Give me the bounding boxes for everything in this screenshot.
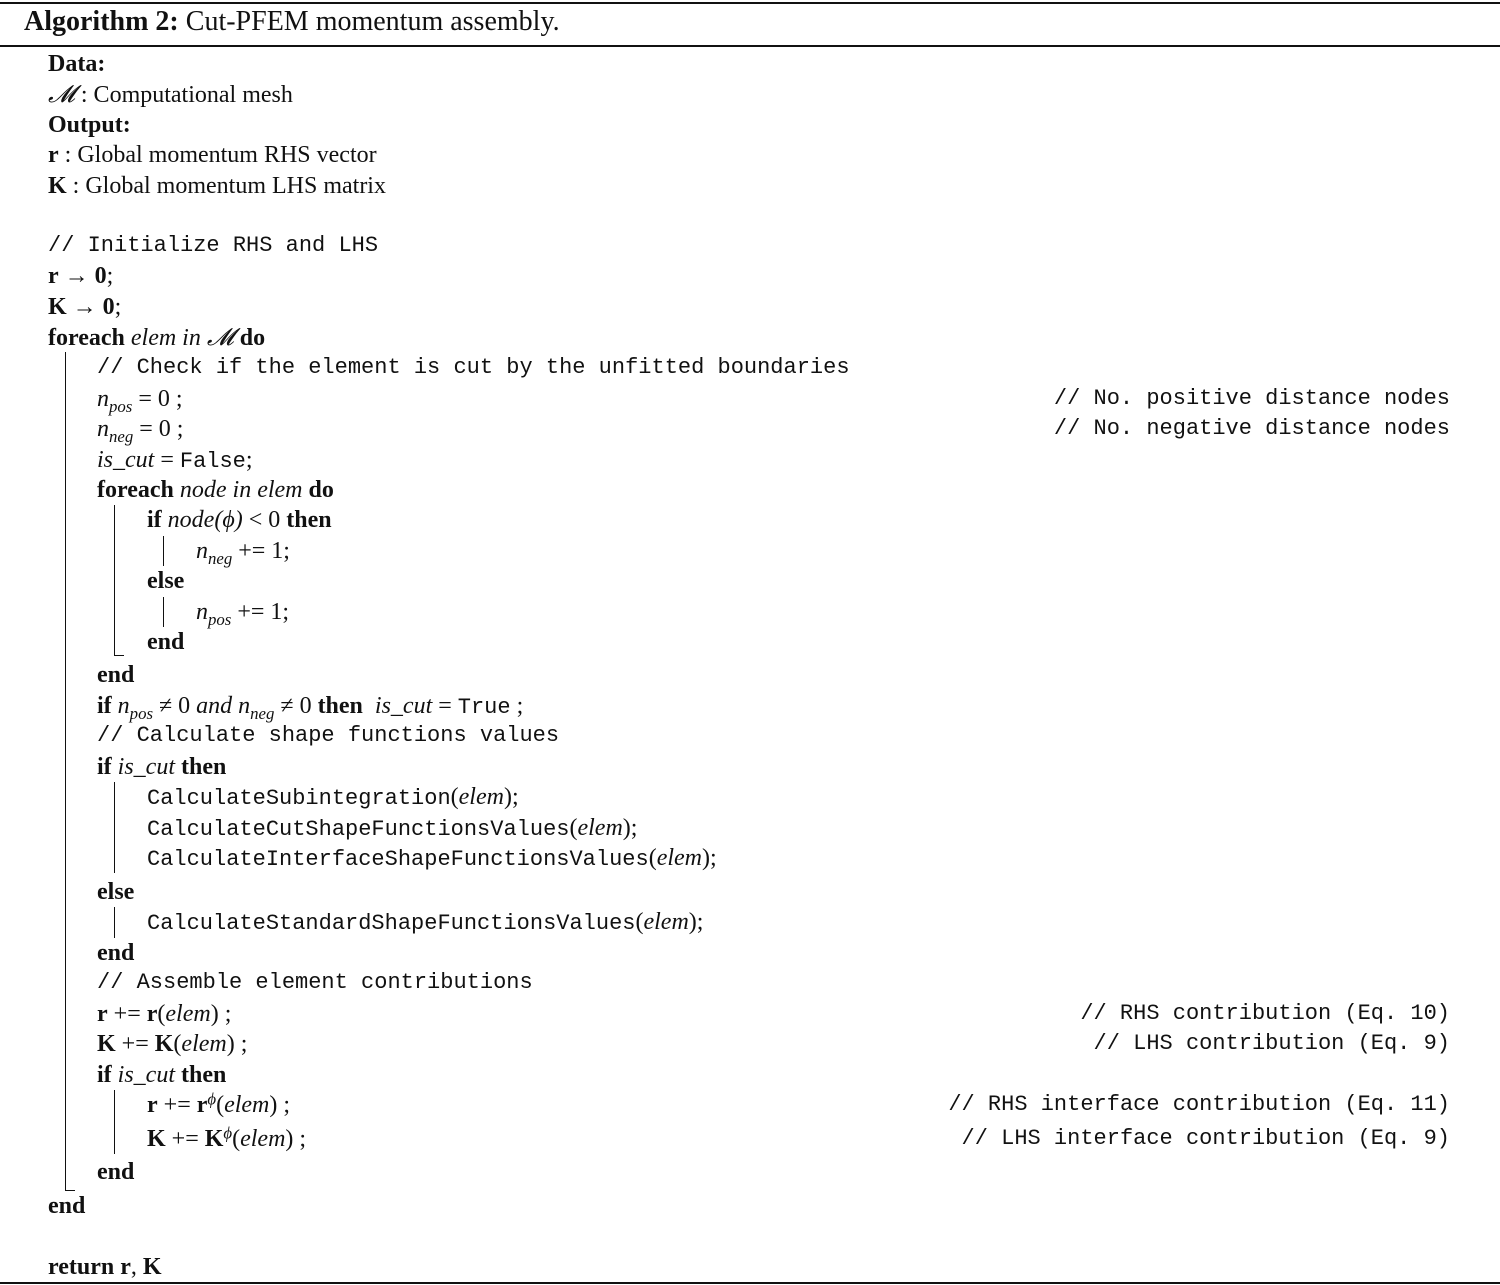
- plus-equals: +=: [165, 1126, 205, 1152]
- neg-subscript: neg: [208, 548, 233, 568]
- neg-subscript: neg: [250, 703, 275, 723]
- mesh-symbol: 𝓜: [48, 80, 75, 108]
- k-symbol: K: [204, 1126, 224, 1152]
- r-symbol: r: [147, 1092, 158, 1118]
- node-loop-variable: node in elem: [179, 477, 303, 503]
- zero: 0: [102, 294, 115, 320]
- k-symbol: K: [97, 1031, 116, 1057]
- algorithm-title: [24, 6, 560, 38]
- title-rule: [0, 45, 1500, 47]
- mesh-definition: [48, 80, 293, 109]
- open-paren: (: [569, 815, 578, 841]
- foreach-keyword: foreach: [97, 477, 174, 503]
- n-symbol: n: [238, 693, 251, 719]
- bottom-rule: [0, 1282, 1500, 1284]
- calc-interface-shape-call: [147, 844, 717, 874]
- calc-subintegration-call: [147, 783, 519, 813]
- nneg-increment: [196, 537, 290, 568]
- end-if-keyword: end: [147, 629, 185, 655]
- return-keyword: return: [48, 1254, 115, 1280]
- algorithm-caption: Cut-PFEM momentum assembly.: [185, 6, 560, 37]
- else-keyword: else: [97, 879, 135, 905]
- if-node-phi-line: [147, 506, 332, 534]
- assign-zero: = 0 ;: [133, 416, 184, 442]
- k-symbol: K: [48, 173, 67, 199]
- plus-equals: +=: [107, 1001, 147, 1027]
- is-cut-init-line: [97, 446, 253, 476]
- r-symbol: r: [146, 1001, 158, 1027]
- is-cut-variable: is_cut: [97, 447, 155, 473]
- k-symbol: K: [154, 1031, 174, 1057]
- assign-zero: = 0 ;: [132, 386, 183, 412]
- npos-increment: [196, 598, 290, 629]
- then-keyword: then: [317, 693, 363, 719]
- nneg-init-line: [97, 415, 184, 446]
- algorithm-label: Algorithm 2:: [24, 6, 179, 37]
- k-symbol: K: [147, 1126, 166, 1152]
- function-name: CalculateStandardShapeFunctionsValues: [147, 911, 636, 936]
- k-symbol: K: [142, 1254, 162, 1280]
- output-keyword: Output:: [48, 112, 131, 138]
- if-keyword: if: [97, 754, 112, 780]
- if-keyword: if: [97, 1062, 112, 1088]
- arrow: →: [66, 294, 103, 320]
- calc-cut-shape-call: [147, 814, 637, 844]
- elem-argument: elem: [643, 909, 689, 935]
- not-equal-zero: ≠ 0: [152, 693, 197, 719]
- close-paren: ) ;: [226, 1031, 248, 1057]
- end-if-keyword: end: [97, 1159, 135, 1185]
- semicolon: ;: [114, 294, 122, 320]
- is-cut-variable: is_cut: [117, 1062, 175, 1088]
- top-rule: [0, 2, 1500, 4]
- close-paren: ) ;: [269, 1092, 291, 1118]
- neg-subscript: neg: [109, 426, 134, 446]
- end-foreach-elem-keyword: end: [48, 1193, 86, 1219]
- elem-argument: elem: [656, 845, 702, 871]
- n-symbol: n: [97, 386, 109, 412]
- close-paren: );: [503, 784, 519, 810]
- k-symbol: K: [48, 294, 67, 320]
- n-symbol: n: [196, 538, 208, 564]
- foreach-elem-line: [48, 323, 265, 352]
- phi-superscript: ϕ: [223, 1123, 233, 1143]
- zero: 0: [94, 263, 107, 289]
- function-name: CalculateSubintegration: [147, 786, 451, 811]
- node-loop-bar: [114, 505, 115, 655]
- elem-argument: elem: [224, 1092, 270, 1118]
- else-keyword: else: [147, 568, 185, 594]
- init-r-line: [48, 262, 113, 290]
- std-branch-bar: [114, 907, 115, 938]
- calc-standard-shape-call: [147, 908, 703, 938]
- mesh-description: : Computational mesh: [74, 82, 293, 108]
- pos-subscript: pos: [129, 703, 153, 723]
- if-branch-bar: [163, 536, 164, 566]
- plus-equals: +=: [115, 1031, 155, 1057]
- less-than-zero: < 0: [242, 507, 281, 533]
- foreach-node-line: [97, 476, 334, 504]
- r-definition: [48, 141, 377, 169]
- if-keyword: if: [97, 693, 112, 719]
- elem-argument: elem: [577, 815, 623, 841]
- if-is-cut-line: [97, 753, 226, 781]
- n-symbol: n: [117, 693, 130, 719]
- rhs-interface-comment: // RHS interface contribution (Eq. 11): [948, 1092, 1450, 1117]
- end-if-keyword: end: [97, 940, 135, 966]
- r-symbol: r: [97, 1001, 108, 1027]
- increment: += 1;: [231, 599, 290, 625]
- increment: += 1;: [232, 538, 290, 564]
- rhs-assembly-line: [97, 1000, 231, 1028]
- rhs-comment: // RHS contribution (Eq. 10): [1080, 1001, 1450, 1026]
- elem-argument: elem: [181, 1031, 227, 1057]
- node-loop-tick: [114, 655, 124, 656]
- close-paren: );: [622, 815, 638, 841]
- open-paren: (: [157, 1001, 166, 1027]
- loop-variable: elem in: [130, 325, 201, 351]
- r-description: : Global momentum RHS vector: [58, 142, 377, 168]
- then-keyword: then: [286, 507, 332, 533]
- false-literal: False: [179, 449, 246, 474]
- pos-subscript: pos: [208, 609, 232, 629]
- close-paren: );: [688, 909, 704, 935]
- data-keyword: Data:: [48, 51, 106, 77]
- close-paren: ) ;: [285, 1126, 307, 1152]
- mesh-symbol: 𝓜: [206, 323, 234, 351]
- lhs-assembly-line: [97, 1030, 247, 1058]
- and-word: and: [196, 693, 233, 719]
- k-description: : Global momentum LHS matrix: [66, 173, 386, 199]
- n-symbol: n: [97, 416, 109, 442]
- phi-superscript: ϕ: [207, 1089, 217, 1109]
- not-equal-zero: ≠ 0: [274, 693, 318, 719]
- end-foreach-node-keyword: end: [97, 662, 135, 688]
- open-paren: (: [450, 784, 459, 810]
- cut-branch-bar: [114, 782, 115, 873]
- open-paren: (: [232, 1126, 241, 1152]
- npos-comment: // No. positive distance nodes: [1053, 386, 1450, 411]
- open-paren: (: [648, 845, 657, 871]
- node-phi: node(ϕ): [167, 507, 243, 533]
- r-symbol: r: [196, 1092, 208, 1118]
- check-cut-comment: // Check if the element is cut by the unfitted boundaries: [97, 355, 850, 380]
- r-symbol: r: [48, 142, 59, 168]
- comma: ,: [130, 1254, 143, 1280]
- do-keyword: do: [308, 477, 334, 503]
- n-symbol: n: [196, 599, 208, 625]
- semicolon: ;: [245, 447, 253, 473]
- init-k-line: [48, 293, 121, 321]
- shape-functions-comment: // Calculate shape functions values: [97, 723, 560, 748]
- elem-argument: elem: [458, 784, 504, 810]
- open-paren: (: [173, 1031, 182, 1057]
- semicolon: ;: [510, 693, 524, 719]
- nneg-comment: // No. negative distance nodes: [1053, 416, 1450, 441]
- npos-init-line: [97, 385, 183, 416]
- is-cut-variable: is_cut: [374, 693, 433, 719]
- init-comment: // Initialize RHS and LHS: [48, 233, 379, 258]
- do-keyword: do: [239, 325, 266, 351]
- elem-argument: elem: [165, 1001, 211, 1027]
- equals: =: [432, 693, 458, 719]
- then-keyword: then: [181, 1062, 227, 1088]
- return-line: [48, 1253, 162, 1281]
- is-cut-variable: is_cut: [117, 754, 175, 780]
- lhs-comment: // LHS contribution (Eq. 9): [1093, 1031, 1450, 1056]
- semicolon: ;: [106, 263, 114, 289]
- k-definition: [48, 172, 386, 200]
- if-is-cut-assign-line: [97, 692, 523, 722]
- assemble-comment: // Assemble element contributions: [97, 970, 533, 995]
- interface-branch-bar: [114, 1090, 115, 1154]
- r-symbol: r: [48, 263, 59, 289]
- close-paren: ) ;: [210, 1001, 232, 1027]
- function-name: CalculateCutShapeFunctionsValues: [147, 817, 570, 842]
- arrow: →: [58, 263, 95, 289]
- then-keyword: then: [181, 754, 227, 780]
- lhs-interface-comment: // LHS interface contribution (Eq. 9): [961, 1126, 1450, 1151]
- function-name: CalculateInterfaceShapeFunctionsValues: [147, 847, 649, 872]
- r-symbol: r: [120, 1254, 131, 1280]
- open-paren: (: [216, 1092, 225, 1118]
- foreach-keyword: foreach: [48, 325, 125, 351]
- if-is-cut-line: [97, 1061, 226, 1089]
- lhs-interface-line: [147, 1125, 306, 1153]
- if-keyword: if: [147, 507, 162, 533]
- equals: =: [154, 447, 180, 473]
- elem-argument: elem: [240, 1126, 286, 1152]
- pos-subscript: pos: [109, 396, 133, 416]
- else-branch-bar: [163, 597, 164, 627]
- open-paren: (: [635, 909, 644, 935]
- close-paren: );: [702, 845, 717, 871]
- outer-loop-bar: [65, 352, 66, 1190]
- plus-equals: +=: [157, 1092, 197, 1118]
- rhs-interface-line: [147, 1091, 290, 1119]
- outer-loop-tick: [65, 1190, 75, 1191]
- true-literal: True: [457, 695, 511, 720]
